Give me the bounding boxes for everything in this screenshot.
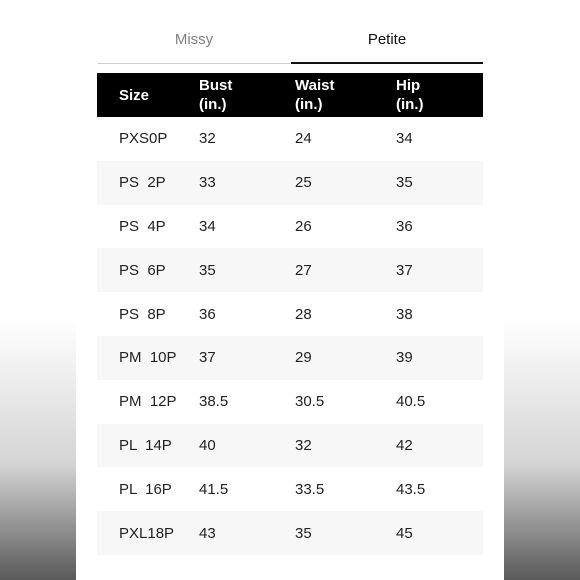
cell-size: PXL18P bbox=[119, 524, 175, 542]
cell-bust: 32 bbox=[199, 130, 216, 148]
cell-size: PS 6P bbox=[119, 261, 166, 279]
cell-hip: 35 bbox=[396, 174, 413, 192]
cell-hip: 39 bbox=[396, 349, 413, 367]
cell-waist: 30.5 bbox=[295, 393, 325, 411]
table-row bbox=[97, 336, 483, 380]
cell-size: PM 12P bbox=[119, 393, 177, 411]
cell-hip: 40.5 bbox=[396, 393, 426, 411]
table-row bbox=[97, 424, 483, 468]
cell-hip: 37 bbox=[396, 261, 413, 279]
cell-size: PS 8P bbox=[119, 305, 166, 323]
table-row bbox=[97, 511, 483, 555]
cell-bust: 41.5 bbox=[199, 480, 229, 498]
cell-waist: 29 bbox=[295, 349, 312, 367]
header-bust bbox=[199, 76, 295, 114]
cell-size: PS 2P bbox=[119, 174, 166, 192]
cell-waist: 26 bbox=[295, 217, 312, 235]
table-row bbox=[97, 467, 483, 511]
cell-hip: 45 bbox=[396, 524, 413, 542]
cell-bust: 36 bbox=[199, 305, 216, 323]
header-size bbox=[97, 86, 199, 105]
table-row bbox=[97, 161, 483, 205]
table-row bbox=[97, 380, 483, 424]
tab-petite[interactable] bbox=[291, 0, 483, 64]
cell-waist: 24 bbox=[295, 130, 312, 148]
cell-bust: 40 bbox=[199, 436, 216, 454]
cell-hip: 34 bbox=[396, 130, 413, 148]
cell-bust: 34 bbox=[199, 217, 216, 235]
cell-size: PS 4P bbox=[119, 217, 166, 235]
table-row bbox=[97, 248, 483, 292]
tab-petite-label: Petite bbox=[367, 31, 407, 48]
header-hip bbox=[396, 76, 483, 114]
table-header bbox=[97, 73, 483, 117]
header-waist bbox=[295, 76, 396, 114]
size-table bbox=[97, 73, 483, 555]
table-body bbox=[97, 117, 483, 555]
header-size-label: Size bbox=[119, 86, 150, 104]
cell-waist: 32 bbox=[295, 436, 312, 454]
cell-size: PL 14P bbox=[119, 436, 172, 454]
cell-bust: 38.5 bbox=[199, 393, 229, 411]
cell-hip: 36 bbox=[396, 217, 413, 235]
cell-size: PXS0P bbox=[119, 130, 168, 148]
header-bust-unit: (in.) bbox=[199, 96, 227, 113]
table-row bbox=[97, 292, 483, 336]
cell-waist: 33.5 bbox=[295, 480, 325, 498]
cell-size: PM 10P bbox=[119, 349, 177, 367]
header-bust-label: Bust bbox=[199, 77, 233, 94]
size-chart-card bbox=[76, 0, 504, 580]
cell-waist: 27 bbox=[295, 261, 312, 279]
cell-bust: 43 bbox=[199, 524, 216, 542]
cell-bust: 35 bbox=[199, 261, 216, 279]
cell-waist: 28 bbox=[295, 305, 312, 323]
tab-missy[interactable] bbox=[98, 0, 290, 64]
cell-waist: 25 bbox=[295, 174, 312, 192]
cell-waist: 35 bbox=[295, 524, 312, 542]
cell-bust: 33 bbox=[199, 174, 216, 192]
cell-bust: 37 bbox=[199, 349, 216, 367]
tab-missy-label: Missy bbox=[174, 31, 214, 48]
cell-size: PL 16P bbox=[119, 480, 172, 498]
cell-hip: 38 bbox=[396, 305, 413, 323]
cell-hip: 42 bbox=[396, 436, 413, 454]
header-hip-unit: (in.) bbox=[396, 96, 424, 113]
table-row bbox=[97, 117, 483, 161]
cell-hip: 43.5 bbox=[396, 480, 426, 498]
header-hip-label: Hip bbox=[396, 77, 421, 94]
table-row bbox=[97, 205, 483, 249]
size-tabs bbox=[98, 0, 483, 64]
header-waist-unit: (in.) bbox=[295, 96, 323, 113]
header-waist-label: Waist bbox=[295, 77, 335, 94]
